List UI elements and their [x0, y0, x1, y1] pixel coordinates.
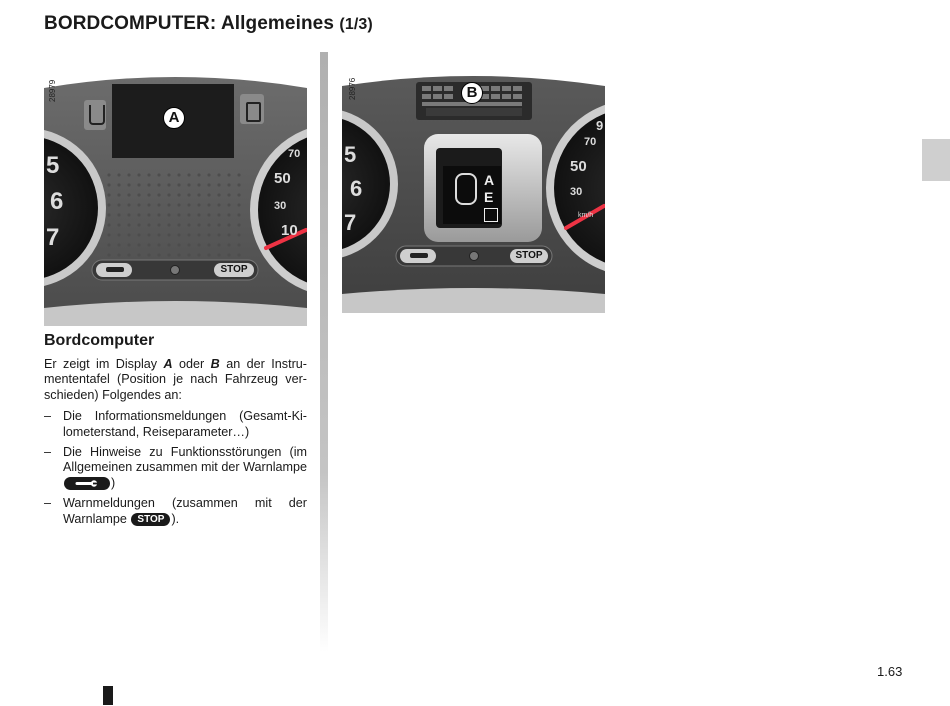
gauge-a-number: 7: [46, 224, 60, 251]
figure-b-instrument-cluster: [342, 70, 605, 313]
figure-b-id: 28976: [348, 77, 357, 100]
gauge-a-number: 70: [288, 148, 301, 160]
page-title: [44, 13, 373, 35]
gauge-a-number: 30: [274, 200, 287, 212]
list-dash: –: [44, 496, 52, 511]
gauge-b-number: 30: [570, 186, 583, 198]
stop-warning-lamp-icon: STOP: [131, 513, 170, 526]
gauge-b-number: 6: [350, 176, 363, 201]
figure-b-illustration: [342, 70, 605, 313]
page-number: 1.63: [877, 664, 903, 679]
list-item: [44, 445, 307, 491]
gauge-b-number: 9: [596, 118, 604, 133]
list-item-text: Die Informationsmeldungen (Gesamt-Kilometerstand, Reiseparameter…): [63, 409, 307, 439]
gauge-a-number: 6: [50, 188, 64, 215]
wrench-icon: [410, 253, 428, 258]
screen-letter: A: [484, 172, 495, 188]
fuel-icon: [246, 102, 261, 122]
display-label-b-circle: [461, 82, 483, 104]
section-heading: Bordcomputer: [44, 332, 155, 349]
display-label-a: A: [168, 109, 180, 126]
gauge-b-number: 70: [584, 136, 597, 148]
print-mark: [103, 686, 113, 705]
gauge-a-number: 10: [281, 222, 298, 239]
wrench-icon: [106, 267, 124, 272]
gauge-b-number: 50: [570, 158, 587, 175]
info-list: [44, 409, 307, 527]
intro-ref-b: B: [210, 357, 220, 371]
stop-button-label: STOP: [220, 264, 248, 275]
figure-a-id: 28979: [48, 79, 57, 102]
list-item-text: ): [111, 475, 116, 490]
list-item-text: Warnmeldungen (zusammen mit der Warnlampe: [63, 496, 307, 526]
stop-button-label: STOP: [515, 250, 543, 261]
figure-a-instrument-cluster: [44, 70, 307, 326]
list-item: [44, 409, 307, 440]
list-dash: –: [44, 409, 52, 424]
gauge-a-number: 5: [46, 152, 60, 179]
chapter-tab: [922, 139, 950, 181]
gauge-b-number: 7: [344, 210, 357, 235]
gauge-a-number: 50: [274, 170, 291, 187]
display-label-b: B: [466, 84, 478, 101]
screen-letter: E: [484, 189, 494, 205]
coolant-temp-icon: [89, 105, 105, 125]
list-item: [44, 496, 307, 527]
intro-text: Er zeigt im Display: [44, 357, 164, 371]
speed-unit: km/h: [578, 212, 594, 219]
column-divider: [320, 52, 328, 652]
page-title-text: BORDCOMPUTER: Allgemeines: [44, 13, 334, 34]
intro-paragraph: [44, 357, 307, 403]
flag-icon: [484, 208, 498, 222]
intro-text: oder: [172, 357, 211, 371]
display-label-a-circle: [163, 107, 185, 129]
wrench-warning-lamp-icon: [64, 477, 110, 490]
section-body: [44, 357, 307, 532]
intro-text: an der Instrumententafel (Position je nach Fahrzeug verschieden) Folgendes an:: [44, 357, 307, 402]
list-item-text: Die Hinweise zu Funktionsstörungen (im Allgemeinen zusammen mit der Warnlampe: [63, 445, 307, 475]
intro-ref-a: A: [163, 357, 173, 371]
list-dash: –: [44, 445, 52, 460]
gauge-b-number: 5: [344, 142, 357, 167]
page-title-part: (1/3): [339, 16, 373, 33]
list-item-text: ).: [171, 511, 180, 526]
